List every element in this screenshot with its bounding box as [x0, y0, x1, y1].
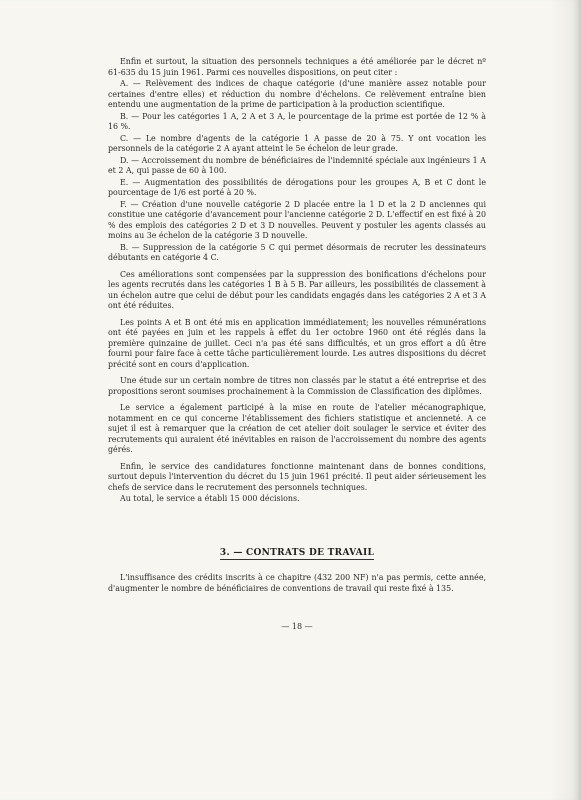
section-heading [108, 548, 486, 558]
section-body [108, 573, 486, 594]
body-text [108, 57, 486, 511]
page-edge-shadow [551, 0, 581, 800]
paragraph-study: Une étude sur un certain nombre de titres non classés par le statut a été entreprise et des propositions seront soumises prochainement à la Commission de Classification des diplômes. [108, 376, 486, 396]
paragraph-item-c: C. — Le nombre d'agents de la catégorie 1 A passe de 20 à 75. Y ont vocation les personnels de la catégorie 2 A ayant atteint le 5e échelon de leur grade. [108, 133, 486, 153]
paragraph-item-e: E. — Augmentation des possibilités de dérogations pour les groupes A, B et C dont le pourcentage de 1/6 est porté à 20 %. [108, 177, 486, 197]
paragraph-atelier: Le service a également participé à la mise en route de l'atelier mécanographique, notamment en ce qui concerne l'établissement des fichiers statistique et ancienneté. A ce sujet il est à remarquer que la création de cet atelier doit soulager le service et éviter des recrutements qui auraient été inévitables en raison de l'accroissement du nombre des agents gérés. [108, 403, 486, 454]
paragraph-item-f: F. — Création d'une nouvelle catégorie 2 D placée entre la 1 D et la 2 D anciennes qui constitue une catégorie d'avancement pour l'ancienne catégorie 2 D. L'effectif en est fixé à 20 % des emplois des catégories 2 D et 3 D nouvelles. Peuvent y postuler les agents classés au moins au 3e échelon de la catégorie 3 D nouvelle. [108, 199, 486, 240]
paragraph-item-b: B. — Pour les catégories 1 A, 2 A et 3 A, le pourcentage de la prime est portée de 12 % à 16 %. [108, 111, 486, 131]
paragraph-item-d: D. — Accroissement du nombre de bénéficiaires de l'indemnité spéciale aux ingénieurs 1 A et 2 A, qui passe de 60 à 100. [108, 155, 486, 175]
paragraph-total: Au total, le service a établi 15 000 décisions. [120, 494, 300, 503]
paragraph-candidatures: Enfin, le service des candidatures fonctionne maintenant dans de bonnes conditions, surtout depuis l'intervention du décret du 15 juin 1961 précité. Il peut aider sérieusement les chefs de service dans le recrutement des personnels techniques. [108, 461, 486, 492]
page-number: — 18 — [281, 622, 313, 631]
paragraph-item-a: A. — Relèvement des indices de chaque catégorie (d'une manière assez notable pour certaines d'entre elles) et réduction du nombre d'échelons. Ce relèvement entraîne bien entendu une augmentation de la prime de participation à la production scientifique. [108, 79, 486, 109]
paragraph-application: Les points A et B ont été mis en application immédiatement; les nouvelles rémunérations ont été payées en juin et les rappels à effet du 1er octobre 1960 ont été réglés dans la première quinzaine de juillet. Ceci n'a pas été sans difficultés, et un gros effort a dû être fourni pour faire face à cette tâche particulièrement lourde. Les autres dispositions du décret précité sont en cours d'application. [108, 317, 486, 369]
section-heading-text: 3. — CONTRATS DE TRAVAIL [219, 548, 375, 558]
paragraph-intro: Enfin et surtout, la situation des personnels techniques a été améliorée par le décret nº 61-635 du 15 juin 1961. Parmi ces nouvelles dispositions, on peut citer : [108, 57, 486, 77]
paragraph-compensation: Ces améliorations sont compensées par la suppression des bonifications d'échelons pour les agents recrutés dans les catégories 1 B à 5 B. Par ailleurs, les possibilités de classement à un échelon autre que celui de début pour les candidats engagés dans les catégories 2 A et 3 A ont été réduites. [108, 269, 486, 310]
paragraph-item-b2: B. — Suppression de la catégorie 5 C qui permet désormais de recruter les dessinateurs débutants en catégorie 4 C. [108, 242, 486, 262]
section-paragraph: L'insuffisance des crédits inscrits à ce chapitre (432 200 NF) n'a pas permis, cette année, d'augmenter le nombre de bénéficiaires de conventions de travail qui reste fixé à 135. [108, 573, 486, 593]
